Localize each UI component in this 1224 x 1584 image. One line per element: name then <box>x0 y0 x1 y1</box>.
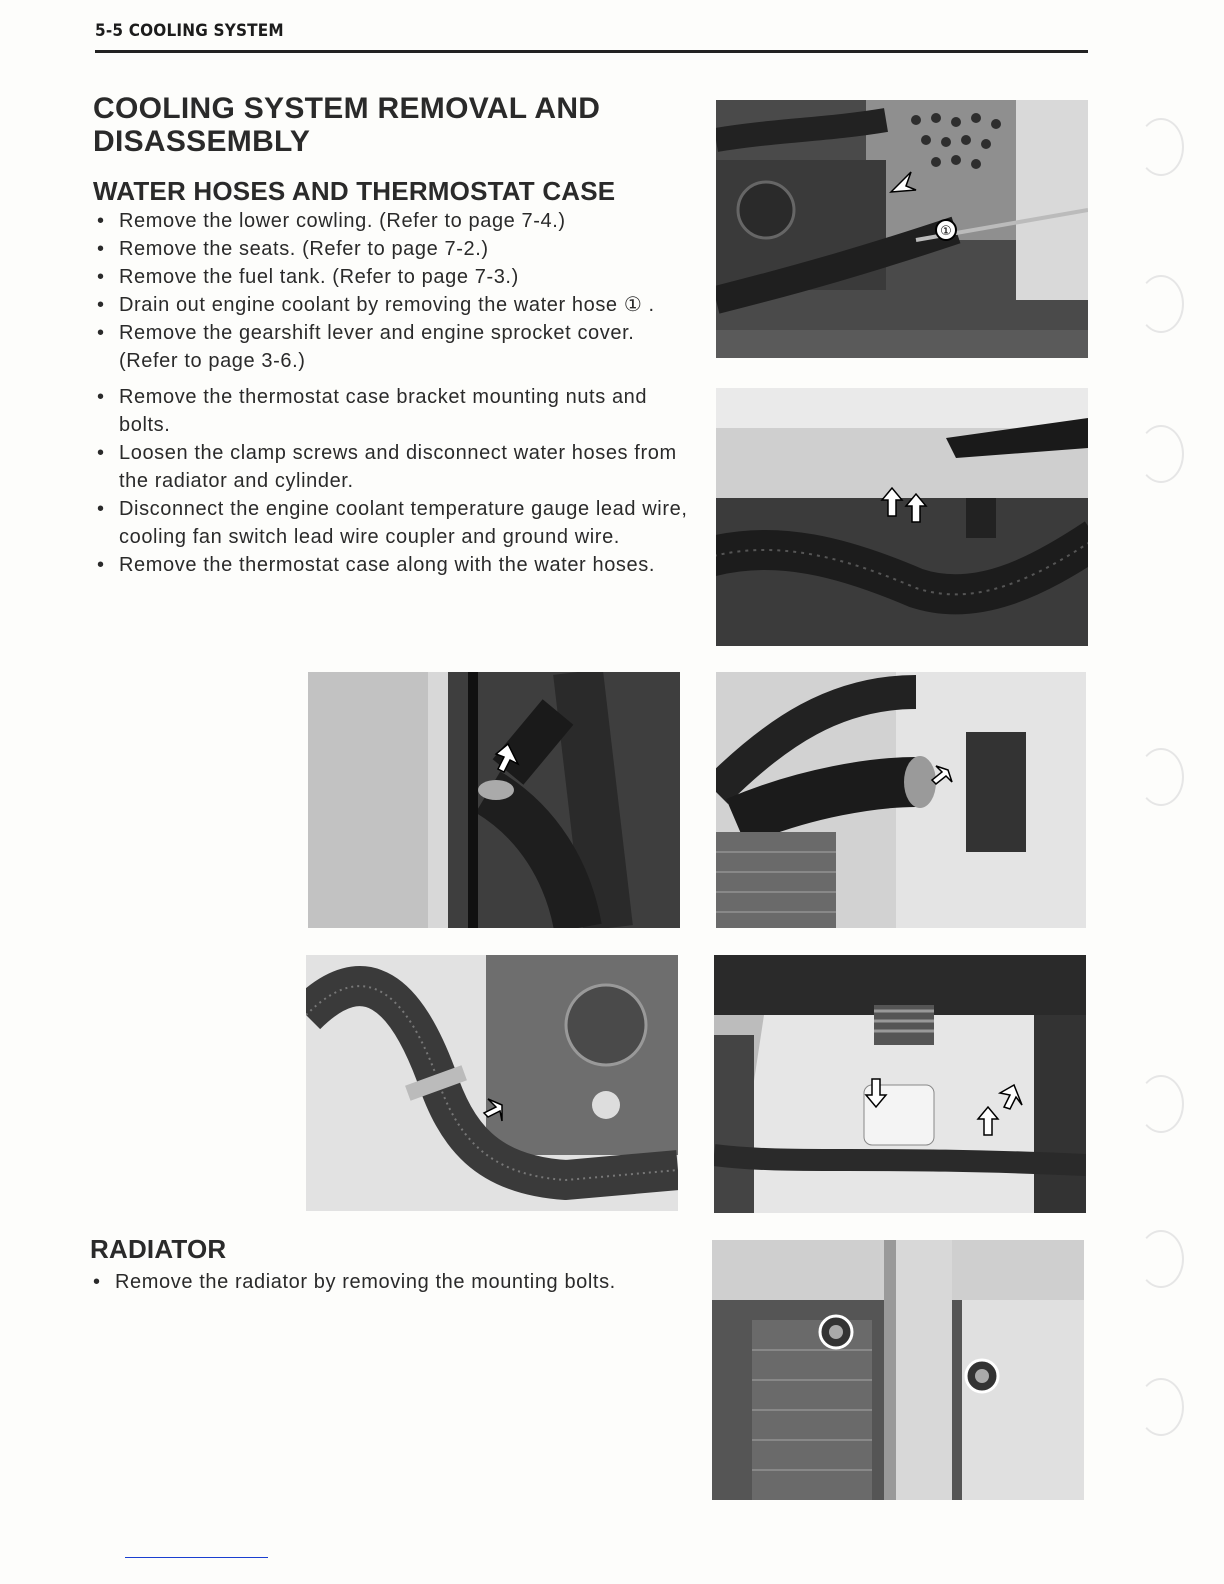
binder-hole-mark <box>1138 1230 1184 1288</box>
section-title-water-hoses: WATER HOSES AND THERMOSTAT CASE <box>93 176 616 206</box>
photo-hose-clamp-right <box>716 672 1086 928</box>
step-item: • Remove the thermostat case along with the water hoses. <box>95 551 690 579</box>
binder-hole-mark <box>1138 1378 1184 1436</box>
photo-hose-clamp-left <box>308 672 680 928</box>
page-title: COOLING SYSTEM REMOVAL AND DISASSEMBLY <box>93 92 601 158</box>
photo-thermostat-bracket <box>716 388 1088 646</box>
binder-hole-mark <box>1138 1075 1184 1133</box>
binder-hole-mark <box>1138 275 1184 333</box>
step-item: • Remove the seats. (Refer to page 7-2.) <box>95 235 690 263</box>
step-item: • Remove the thermostat case bracket mounting nuts and bolts. <box>95 383 690 439</box>
binder-hole-mark <box>1138 748 1184 806</box>
footer-rule <box>125 1557 268 1558</box>
page-header <box>95 20 1088 53</box>
photo-thermostat-case <box>714 955 1086 1213</box>
radiator-steps <box>91 1268 691 1296</box>
water-hoses-steps <box>95 207 690 579</box>
callout-1: ① <box>940 224 952 239</box>
binder-hole-mark <box>1138 118 1184 176</box>
section-title-radiator: RADIATOR <box>90 1234 227 1264</box>
step-item: • Drain out engine coolant by removing the water hose ① . <box>95 291 690 319</box>
header-text: 5-5 COOLING SYSTEM <box>95 21 284 41</box>
binder-hole-mark <box>1138 425 1184 483</box>
step-item: • Remove the gearshift lever and engine sprocket cover. (Refer to page 3-6.) <box>95 319 690 375</box>
photo-hose-cylinder <box>306 955 678 1211</box>
step-item: • Remove the lower cowling. (Refer to page 7-4.) <box>95 207 690 235</box>
photo-radiator-bolts <box>712 1240 1084 1500</box>
step-item: • Remove the fuel tank. (Refer to page 7-3.) <box>95 263 690 291</box>
step-item: • Loosen the clamp screws and disconnect water hoses from the radiator and cylinder. <box>95 439 690 495</box>
photo-water-hose-drain <box>716 100 1088 358</box>
step-item: • Disconnect the engine coolant temperature gauge lead wire, cooling fan switch lead wire coupler and ground wire. <box>95 495 690 551</box>
step-item: • Remove the radiator by removing the mounting bolts. <box>91 1268 691 1296</box>
